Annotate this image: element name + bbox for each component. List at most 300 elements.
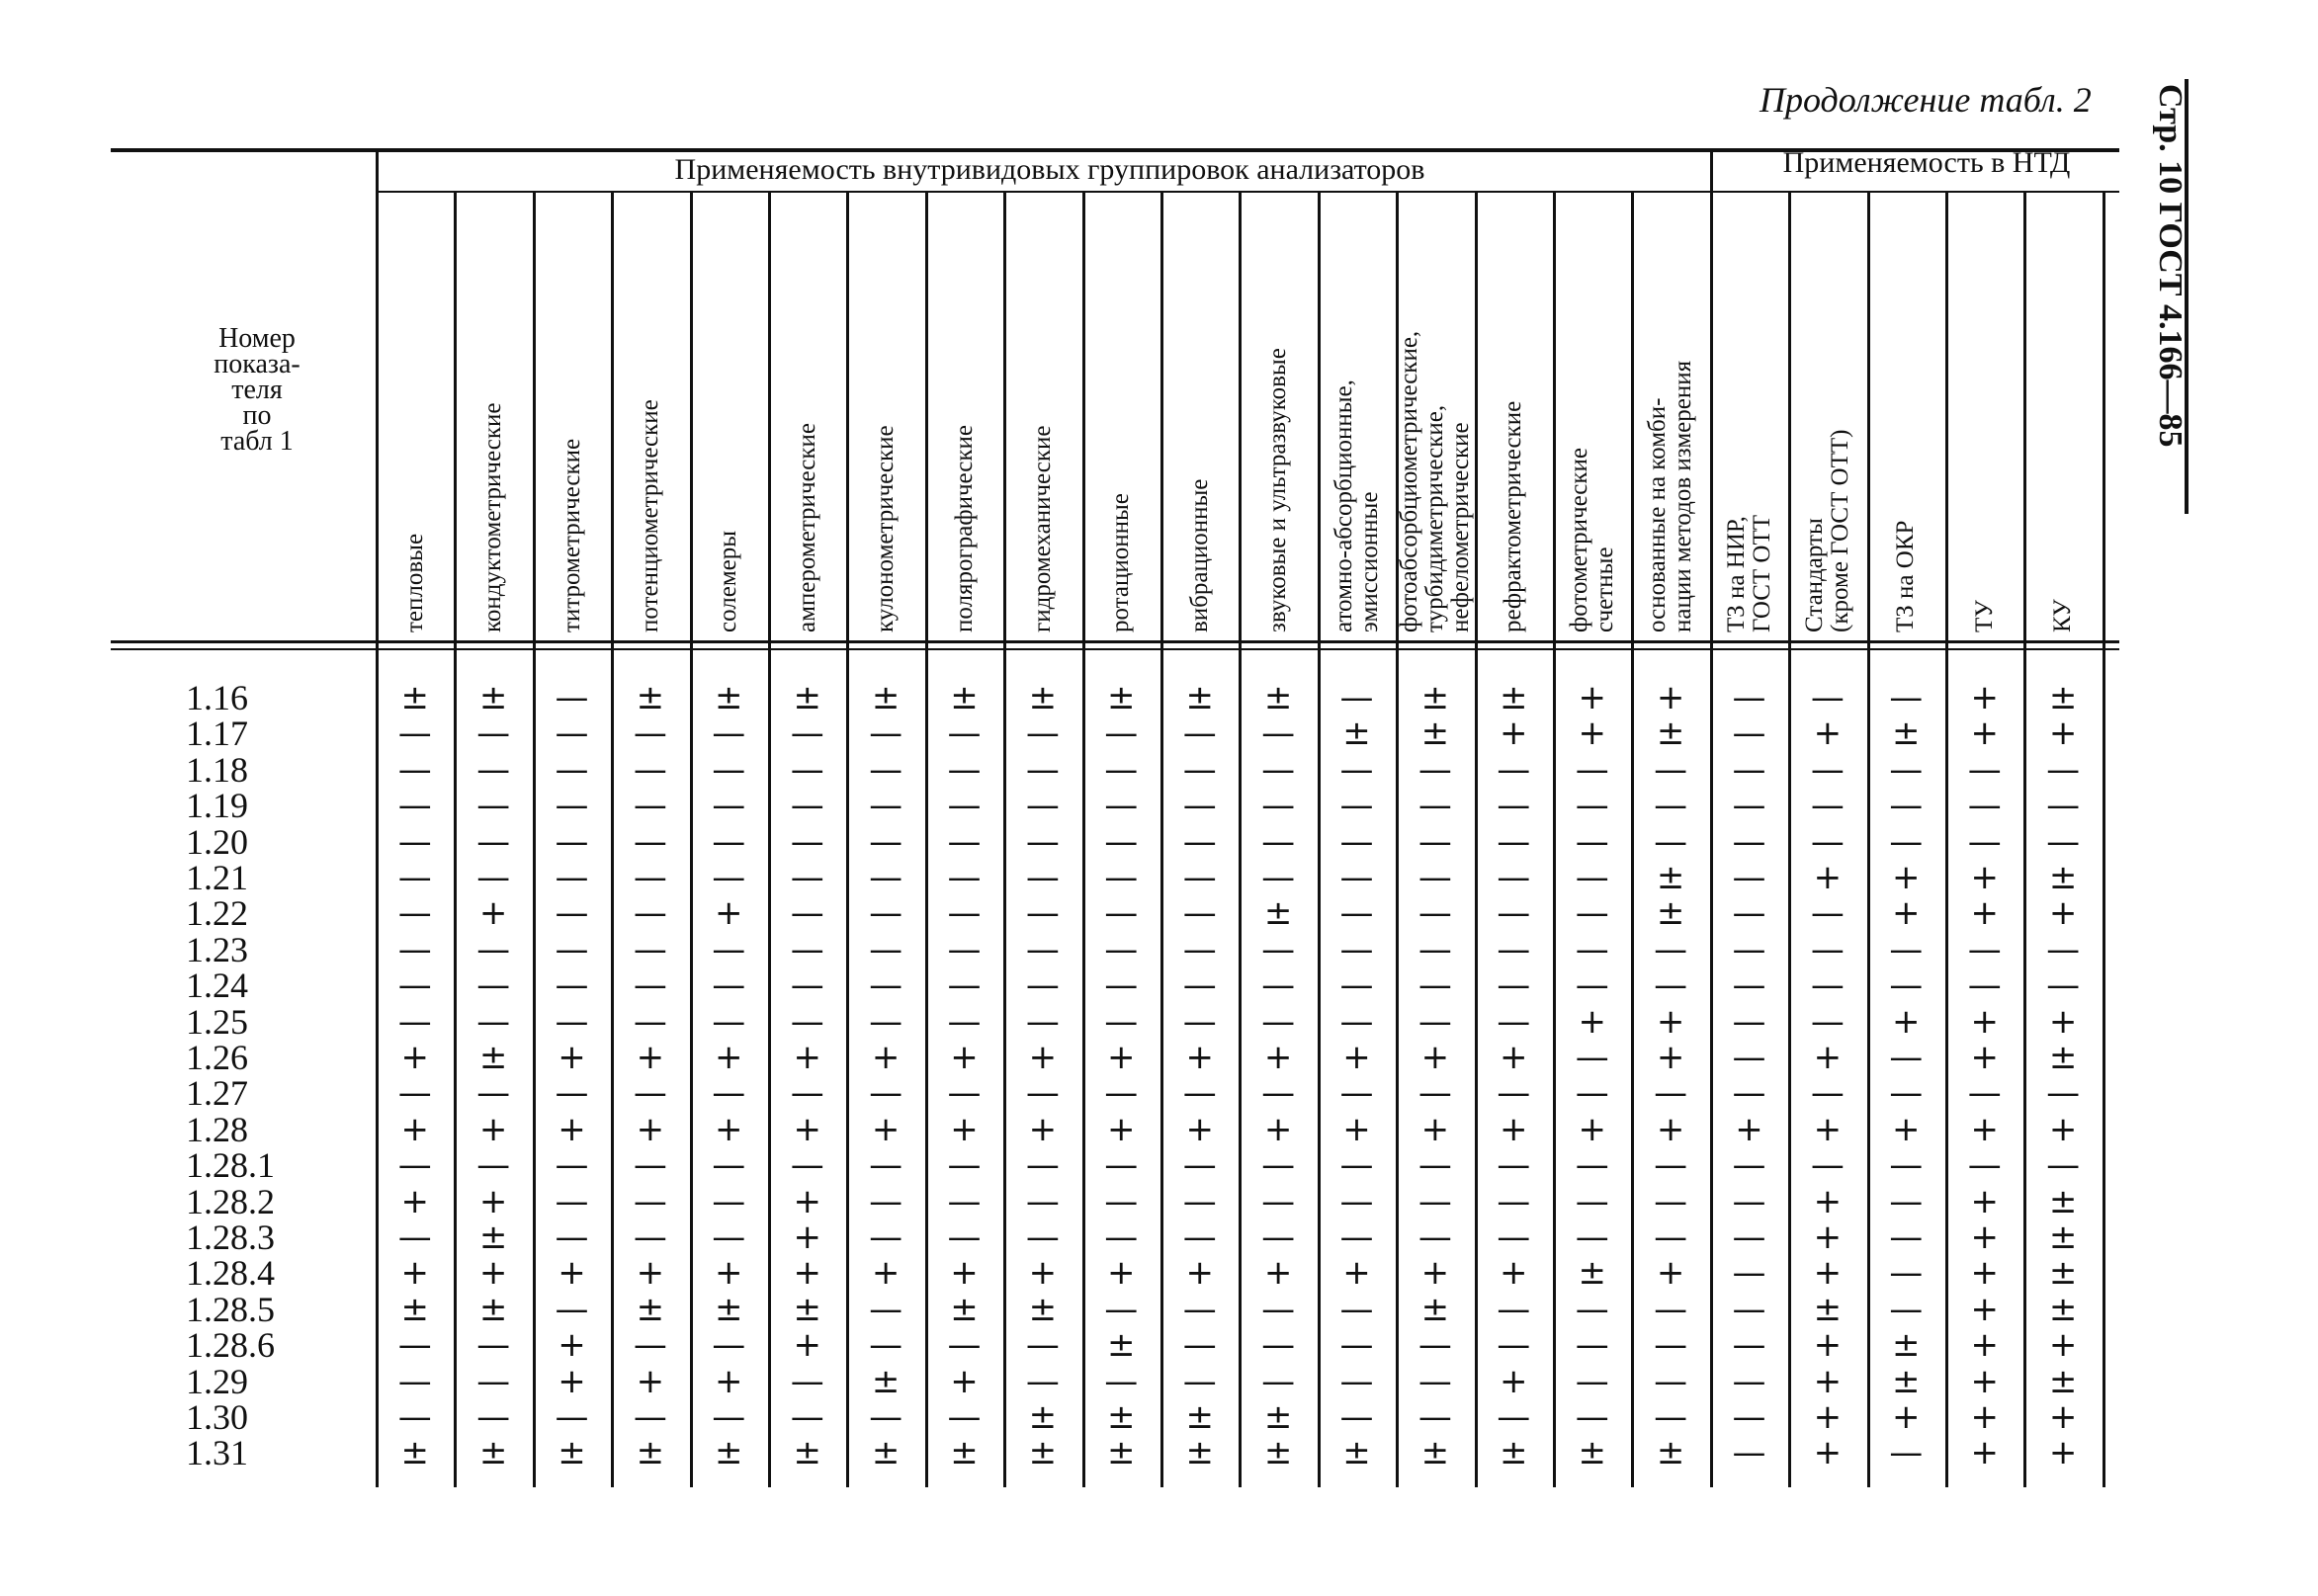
table-cell: —: [1417, 1218, 1452, 1257]
table-cell: —: [1025, 749, 1060, 790]
table-cell: —: [947, 786, 982, 826]
table-cell: —: [1889, 1218, 1924, 1257]
table-cell: —: [1497, 786, 1531, 826]
column-divider: [1475, 193, 1478, 1487]
table-cell: —: [1261, 858, 1296, 897]
table-cell: —: [1261, 749, 1296, 790]
table-cell: —: [1339, 1001, 1374, 1042]
column-header: титрометрические: [558, 438, 585, 632]
table-cell: +: [1970, 1109, 1999, 1149]
table-cell: —: [633, 966, 667, 1006]
table-cell: ±: [2048, 1181, 2078, 1221]
table-cell: —: [1339, 1289, 1374, 1329]
table-cell: ±: [1028, 678, 1058, 717]
header-bottom-rule-2: [111, 648, 2119, 650]
table-cell: —: [1889, 821, 1924, 862]
table-cell: +: [1970, 1253, 1999, 1294]
table-cell: —: [1575, 1218, 1609, 1257]
table-cell: +: [1578, 714, 1606, 754]
table-cell: —: [1339, 1325, 1374, 1366]
table-cell: —: [869, 1325, 903, 1366]
table-cell: +: [1500, 1361, 1528, 1401]
table-cell: —: [1417, 966, 1452, 1006]
table-cell: —: [712, 1181, 746, 1221]
table-cell: —: [1575, 1181, 1609, 1221]
table-cell: —: [712, 1073, 746, 1114]
table-cell: —: [1104, 1001, 1139, 1042]
table-cell: —: [1104, 858, 1139, 897]
table-cell: ±: [715, 678, 743, 717]
table-cell: —: [1339, 749, 1374, 790]
column-header: Стандарты (кроме ГОСТ ОТТ): [1800, 429, 1853, 632]
table-cell: —: [397, 786, 432, 826]
table-cell: ±: [478, 1289, 508, 1329]
table-cell: —: [1654, 1218, 1688, 1257]
table-cell: —: [790, 1145, 824, 1186]
table-cell: —: [555, 678, 589, 717]
column-header: гидромеханические: [1028, 425, 1056, 632]
table-cell: +: [1813, 1433, 1843, 1473]
table-cell: —: [633, 858, 667, 897]
table-cell: —: [633, 1325, 667, 1366]
column-header: ротационные: [1107, 493, 1135, 632]
table-cell: —: [1732, 1073, 1766, 1114]
column-header: атомно-абсорбционные, эмиссионные: [1330, 379, 1383, 632]
table-cell: —: [1732, 749, 1766, 790]
table-cell: —: [1339, 1218, 1374, 1257]
table-cell: —: [397, 1073, 432, 1114]
table-cell: —: [712, 1397, 746, 1437]
table-cell: +: [2048, 1325, 2078, 1366]
table-cell: ±: [2048, 1218, 2078, 1257]
table-cell: —: [476, 1145, 511, 1186]
column-divider: [1710, 148, 1713, 1487]
table-cell: —: [1732, 1181, 1766, 1221]
table-cell: ±: [636, 678, 665, 717]
table-cell: —: [1417, 821, 1452, 862]
column-divider: [768, 193, 771, 1487]
table-cell: —: [1417, 893, 1452, 934]
table-cell: —: [1732, 1289, 1766, 1329]
table-cell: —: [1104, 1181, 1139, 1221]
table-cell: +: [1970, 1001, 1999, 1042]
table-cell: ±: [1342, 1433, 1371, 1473]
table-cell: —: [633, 1001, 667, 1042]
column-header: амперометрические: [793, 423, 820, 632]
table-cell: —: [1261, 1361, 1296, 1401]
table-cell: +: [636, 1109, 665, 1149]
table-cell: —: [1025, 966, 1060, 1006]
table-cell: —: [1261, 1218, 1296, 1257]
table-cell: —: [1417, 1325, 1452, 1366]
column-divider: [1003, 193, 1006, 1487]
table-cell: —: [1417, 1001, 1452, 1042]
table-cell: —: [1889, 678, 1924, 717]
table-cell: —: [1339, 966, 1374, 1006]
table-cell: —: [1104, 1218, 1139, 1257]
table-cell: —: [869, 1073, 903, 1114]
table-cell: —: [1025, 893, 1060, 934]
table-cell: +: [400, 1181, 429, 1221]
table-cell: —: [1967, 966, 2002, 1006]
table-cell: —: [1025, 714, 1060, 754]
table-cell: ±: [1185, 678, 1214, 717]
table-cell: —: [869, 1218, 903, 1257]
table-cell: —: [1182, 893, 1217, 934]
table-cell: +: [2048, 1433, 2078, 1473]
table-cell: —: [633, 1073, 667, 1114]
row-number: 1.28: [186, 1109, 248, 1149]
table-cell: —: [1025, 1073, 1060, 1114]
table-cell: +: [1813, 714, 1843, 754]
table-cell: ±: [871, 1361, 901, 1401]
table-cell: —: [1810, 966, 1845, 1006]
table-cell: —: [1025, 1361, 1060, 1401]
column-header: полярографические: [950, 425, 978, 632]
column-divider: [2023, 193, 2026, 1487]
table-cell: —: [476, 1361, 511, 1401]
table-cell: —: [1104, 714, 1139, 754]
table-cell: —: [1025, 1145, 1060, 1186]
table-cell: —: [555, 1218, 589, 1257]
table-cell: ±: [1500, 678, 1528, 717]
table-cell: —: [1810, 1073, 1845, 1114]
table-cell: ±: [1420, 1289, 1450, 1329]
table-cell: +: [1892, 1397, 1921, 1437]
row-number: 1.28.1: [186, 1145, 275, 1186]
table-cell: —: [2046, 821, 2081, 862]
table-cell: —: [2046, 749, 2081, 790]
table-cell: +: [636, 1361, 665, 1401]
table-cell: —: [1732, 678, 1766, 717]
table-cell: —: [555, 1073, 589, 1114]
table-cell: —: [555, 821, 589, 862]
table-cell: ±: [950, 1289, 979, 1329]
table-cell: —: [790, 893, 824, 934]
table-cell: —: [555, 1397, 589, 1437]
row-number: 1.23: [186, 929, 248, 969]
table-cell: +: [1028, 1109, 1058, 1149]
table-cell: —: [1261, 1073, 1296, 1114]
table-cell: ±: [1263, 1397, 1293, 1437]
table-cell: ±: [1892, 1325, 1921, 1366]
table-cell: —: [1261, 929, 1296, 969]
column-header: звуковые и ультразвуковые: [1264, 348, 1292, 632]
table-cell: —: [1654, 1073, 1688, 1114]
table-cell: —: [1810, 678, 1845, 717]
table-cell: ±: [400, 1433, 429, 1473]
table-cell: +: [1970, 714, 1999, 754]
table-cell: +: [1028, 1253, 1058, 1294]
table-cell: —: [1732, 893, 1766, 934]
table-cell: ±: [1578, 1253, 1606, 1294]
table-cell: —: [1967, 821, 2002, 862]
table-cell: +: [715, 893, 743, 934]
table-cell: —: [1497, 821, 1531, 862]
column-header: фотоабсорбциометрические, турбидиметрические, нефелометрические: [1395, 330, 1474, 632]
table-cell: —: [1025, 1325, 1060, 1366]
table-cell: —: [1182, 1289, 1217, 1329]
table-cell: +: [558, 1253, 586, 1294]
table-cell: —: [1182, 714, 1217, 754]
table-cell: —: [1261, 821, 1296, 862]
table-cell: —: [555, 749, 589, 790]
table-cell: +: [1500, 1038, 1528, 1077]
table-cell: +: [715, 1038, 743, 1077]
table-cell: —: [1104, 966, 1139, 1006]
table-cell: ±: [871, 678, 901, 717]
table-cell: ±: [1656, 858, 1685, 897]
table-cell: +: [636, 1038, 665, 1077]
table-cell: ±: [400, 1289, 429, 1329]
column-header: вибрационные: [1185, 478, 1213, 632]
table-cell: +: [1970, 678, 1999, 717]
table-cell: +: [478, 1181, 508, 1221]
table-cell: +: [1813, 1325, 1843, 1366]
table-cell: +: [1263, 1253, 1293, 1294]
table-cell: —: [476, 1073, 511, 1114]
table-cell: +: [1970, 893, 1999, 934]
table-cell: +: [2048, 714, 2078, 754]
column-header: основанные на комби- нации методов измерения: [1644, 360, 1697, 632]
table-cell: +: [1970, 1361, 1999, 1401]
table-cell: +: [558, 1361, 586, 1401]
table-cell: —: [1575, 1073, 1609, 1114]
table-cell: ±: [715, 1289, 743, 1329]
table-cell: ±: [400, 678, 429, 717]
table-cell: ±: [1107, 1325, 1136, 1366]
table-cell: +: [1970, 858, 1999, 897]
table-cell: —: [1732, 966, 1766, 1006]
table-cell: —: [397, 714, 432, 754]
table-cell: —: [1575, 1361, 1609, 1401]
table-cell: —: [476, 929, 511, 969]
table-cell: —: [1732, 1397, 1766, 1437]
table-cell: —: [1261, 1325, 1296, 1366]
table-cell: —: [1497, 929, 1531, 969]
table-cell: —: [1417, 1073, 1452, 1114]
table-cell: —: [1417, 1361, 1452, 1401]
table-cell: ±: [715, 1433, 743, 1473]
table-cell: —: [2046, 1145, 2081, 1186]
column-divider: [1318, 193, 1321, 1487]
table-cell: —: [1575, 1397, 1609, 1437]
column-header: тепловые: [400, 533, 428, 632]
table-cell: +: [400, 1038, 429, 1077]
table-cell: —: [1575, 786, 1609, 826]
table-cell: —: [947, 1181, 982, 1221]
table-cell: —: [1025, 1181, 1060, 1221]
row-number: 1.28.6: [186, 1325, 275, 1366]
table-cell: —: [476, 1325, 511, 1366]
table-cell: +: [1813, 1397, 1843, 1437]
table-cell: —: [1182, 1218, 1217, 1257]
table-cell: —: [1732, 786, 1766, 826]
table-cell: ±: [1656, 1433, 1685, 1473]
table-cell: +: [1342, 1109, 1371, 1149]
table-cell: —: [1417, 749, 1452, 790]
table-cell: +: [1970, 1325, 1999, 1366]
table-cell: ±: [2048, 1038, 2078, 1077]
table-cell: —: [555, 929, 589, 969]
table-cell: +: [1420, 1038, 1450, 1077]
table-cell: +: [715, 1253, 743, 1294]
table-cell: +: [1578, 1109, 1606, 1149]
table-cell: —: [712, 749, 746, 790]
table-cell: ±: [1892, 1361, 1921, 1401]
row-number: 1.16: [186, 678, 248, 717]
table-cell: —: [1339, 1073, 1374, 1114]
table-cell: —: [869, 1289, 903, 1329]
table-cell: —: [1889, 1038, 1924, 1077]
table-cell: —: [1967, 929, 2002, 969]
table-cell: —: [1732, 1001, 1766, 1042]
column-header: потенциометрические: [636, 399, 663, 632]
table-cell: —: [1732, 1361, 1766, 1401]
table-cell: —: [1732, 1253, 1766, 1294]
table-cell: —: [712, 714, 746, 754]
table-cell: —: [397, 929, 432, 969]
table-cell: —: [1104, 929, 1139, 969]
table-cell: —: [397, 1218, 432, 1257]
table-cell: ±: [1263, 678, 1293, 717]
table-cell: +: [1342, 1253, 1371, 1294]
table-cell: +: [1813, 1218, 1843, 1257]
table-cell: —: [1417, 1145, 1452, 1186]
row-number: 1.17: [186, 714, 248, 754]
table-cell: +: [1656, 678, 1685, 717]
column-header: фотометрические счетные: [1565, 447, 1618, 632]
column-divider: [1239, 193, 1242, 1487]
table-cell: +: [1970, 1181, 1999, 1221]
table-cell: +: [793, 1181, 821, 1221]
table-cell: +: [478, 1109, 508, 1149]
table-cell: ±: [793, 678, 821, 717]
table-cell: +: [1970, 1218, 1999, 1257]
table-cell: —: [1967, 1145, 2002, 1186]
table-cell: +: [1970, 1038, 1999, 1077]
row-number: 1.27: [186, 1073, 248, 1114]
table-cell: —: [712, 1218, 746, 1257]
table-cell: ±: [2048, 1289, 2078, 1329]
table-cell: —: [1339, 821, 1374, 862]
table-cell: —: [1732, 714, 1766, 754]
table-cell: +: [2048, 1109, 2078, 1149]
table-cell: ±: [1813, 1289, 1843, 1329]
table-cell: +: [793, 1325, 821, 1366]
column-header: рефрактометрические: [1500, 400, 1527, 632]
table-cell: —: [1654, 966, 1688, 1006]
table-cell: —: [555, 1145, 589, 1186]
table-cell: —: [1575, 1325, 1609, 1366]
table-cell: +: [871, 1038, 901, 1077]
table-cell: —: [397, 893, 432, 934]
table-cell: —: [1497, 1073, 1531, 1114]
table-cell: —: [1575, 1038, 1609, 1077]
column-header: КУ: [2049, 599, 2077, 632]
table-cell: —: [1654, 786, 1688, 826]
table-cell: +: [1500, 1109, 1528, 1149]
table-cell: —: [947, 1218, 982, 1257]
row-number: 1.28.3: [186, 1218, 275, 1257]
table-cell: —: [1575, 929, 1609, 969]
table-cell: —: [1810, 786, 1845, 826]
column-header: ТЗ на НИР, ГОСТ ОТТ: [1722, 515, 1775, 632]
table-cell: +: [1970, 1289, 1999, 1329]
table-cell: —: [555, 1181, 589, 1221]
table-cell: —: [947, 821, 982, 862]
table-cell: —: [790, 714, 824, 754]
table-cell: ±: [1028, 1289, 1058, 1329]
table-cell: —: [2046, 966, 2081, 1006]
table-cell: —: [397, 1361, 432, 1401]
table-cell: +: [1263, 1038, 1293, 1077]
table-cell: —: [790, 1073, 824, 1114]
table-cell: —: [1339, 929, 1374, 969]
table-cell: +: [558, 1109, 586, 1149]
table-cell: —: [869, 1181, 903, 1221]
table-cell: —: [869, 893, 903, 934]
table-cell: ±: [1342, 714, 1371, 754]
table-cell: —: [1575, 1145, 1609, 1186]
table-cell: ±: [478, 1038, 508, 1077]
table-cell: +: [400, 1253, 429, 1294]
table-cell: —: [1104, 786, 1139, 826]
table-cell: —: [1497, 1181, 1531, 1221]
row-number: 1.19: [186, 786, 248, 826]
table-cell: —: [947, 929, 982, 969]
table-cell: +: [1420, 1109, 1450, 1149]
table-cell: +: [558, 1038, 586, 1077]
table-cell: —: [397, 1001, 432, 1042]
table-cell: —: [1732, 1325, 1766, 1366]
table-cell: —: [476, 821, 511, 862]
table-cell: ±: [1420, 1433, 1450, 1473]
table-cell: —: [1182, 1361, 1217, 1401]
table-cell: —: [1654, 1397, 1688, 1437]
table-cell: —: [397, 749, 432, 790]
row-number: 1.28.4: [186, 1253, 275, 1294]
table-cell: —: [1732, 821, 1766, 862]
table-cell: —: [1339, 786, 1374, 826]
table-cell: —: [1889, 1181, 1924, 1221]
table-cell: —: [947, 714, 982, 754]
table-cell: +: [2048, 1397, 2078, 1437]
table-cell: ±: [1656, 893, 1685, 934]
table-cell: +: [478, 893, 508, 934]
table-cell: —: [1810, 749, 1845, 790]
table-cell: —: [1182, 786, 1217, 826]
table-cell: —: [397, 966, 432, 1006]
row-number: 1.29: [186, 1361, 248, 1401]
table-cell: —: [947, 1325, 982, 1366]
table-cell: —: [633, 929, 667, 969]
table-cell: —: [1889, 1073, 1924, 1114]
row-number-header: Номер показа- теля по табл 1: [214, 323, 300, 457]
column-header: кулонометрические: [872, 425, 900, 632]
table-cell: —: [869, 1001, 903, 1042]
table-cell: —: [1417, 929, 1452, 969]
table-cell: ±: [950, 678, 979, 717]
table-cell: —: [555, 786, 589, 826]
table-cell: —: [712, 821, 746, 862]
table-cell: +: [478, 1253, 508, 1294]
table-cell: +: [793, 1218, 821, 1257]
table-cell: —: [1810, 929, 1845, 969]
table-cell: —: [1182, 821, 1217, 862]
table-cell: —: [1104, 1289, 1139, 1329]
table-cell: —: [790, 786, 824, 826]
